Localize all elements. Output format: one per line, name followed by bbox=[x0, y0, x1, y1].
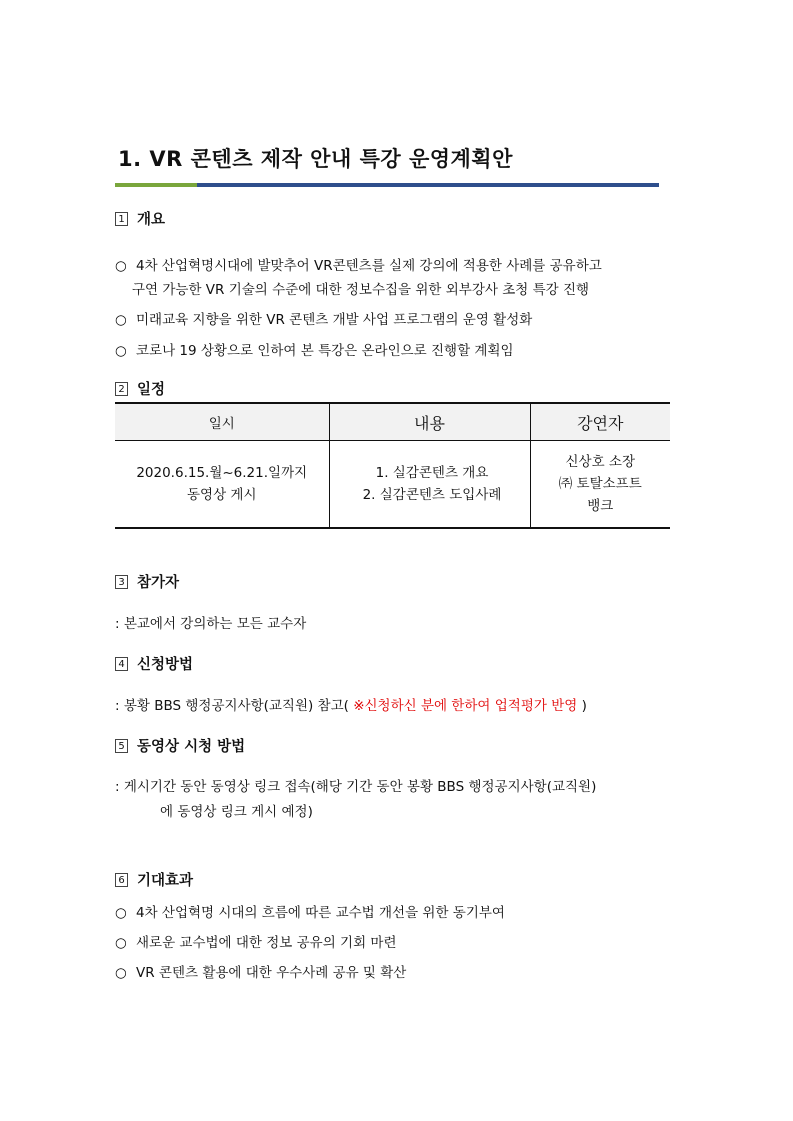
header-speaker: 강연자 bbox=[530, 403, 670, 441]
section-number-box: 3 bbox=[115, 575, 128, 589]
schedule-table bbox=[115, 402, 670, 529]
list-item-text: 미래교육 지향을 위한 VR 콘텐츠 개발 사업 프로그램의 운영 활성화 bbox=[136, 312, 533, 328]
list-item bbox=[115, 339, 514, 359]
list-item bbox=[115, 931, 397, 951]
bullet-circle-icon: ○ bbox=[115, 905, 127, 921]
section-number-box: 5 bbox=[115, 739, 128, 753]
list-item-text: 코로나 19 상황으로 인하여 본 특강은 온라인으로 진행할 계획임 bbox=[136, 343, 514, 359]
bullet-circle-icon: ○ bbox=[115, 965, 127, 981]
header-datetime: 일시 bbox=[115, 403, 329, 441]
bullet-circle-icon: ○ bbox=[115, 312, 127, 328]
title-underline-green bbox=[115, 183, 197, 187]
title-underline-blue bbox=[197, 183, 659, 187]
participants-text: : 본교에서 강의하는 모든 교수자 bbox=[115, 616, 307, 632]
viewing-text-line2: 에 동영상 링크 게시 예정) bbox=[160, 804, 313, 820]
section-heading-label: 신청방법 bbox=[137, 657, 194, 673]
list-item-text: 4차 산업혁명시대에 발맞추어 VR콘텐츠를 실제 강의에 적용한 사례를 공유하고 bbox=[136, 258, 602, 274]
section-heading-schedule bbox=[115, 378, 165, 399]
section-heading-viewing bbox=[115, 735, 245, 756]
list-item bbox=[115, 961, 406, 981]
bullet-circle-icon: ○ bbox=[115, 258, 127, 274]
section-heading-application bbox=[115, 653, 193, 674]
cell-line: 신상호 소장 bbox=[565, 454, 635, 470]
application-text bbox=[115, 694, 587, 714]
section-heading-label: 기대효과 bbox=[137, 873, 194, 889]
list-item-text: VR 콘텐츠 활용에 대한 우수사례 공유 및 확산 bbox=[136, 965, 407, 981]
viewing-text-line1: : 게시기간 동안 동영상 링크 접속(해당 기간 동안 봉황 BBS 행정공지사항(교직원) bbox=[115, 779, 597, 795]
section-number-box: 6 bbox=[115, 873, 128, 887]
table-row bbox=[115, 441, 670, 529]
page-title: 1. VR 콘텐츠 제작 안내 특강 운영계획안 bbox=[118, 147, 513, 171]
cell-speaker bbox=[530, 441, 670, 529]
cell-line: 2020.6.15.월~6.21.일까지 bbox=[136, 465, 308, 481]
cell-line: 뱅크 bbox=[587, 498, 614, 514]
list-item bbox=[115, 308, 532, 328]
section-heading-effects bbox=[115, 869, 193, 890]
list-item-text: 새로운 교수법에 대한 정보 공유의 기회 마련 bbox=[136, 935, 397, 951]
bullet-circle-icon: ○ bbox=[115, 935, 127, 951]
section-number-box: 2 bbox=[115, 382, 128, 396]
application-highlight: ※신청하신 분에 한하여 업적평가 반영 bbox=[353, 698, 578, 714]
application-text-suffix: ) bbox=[577, 698, 587, 714]
section-number-box: 1 bbox=[115, 212, 128, 226]
cell-line: ㈜ 토탈소프트 bbox=[558, 476, 642, 492]
table-header-row bbox=[115, 403, 670, 441]
cell-datetime bbox=[115, 441, 329, 529]
list-item-continuation: 구연 가능한 VR 기술의 수준에 대한 정보수집을 위한 외부강사 초청 특강 진행 bbox=[132, 282, 590, 298]
section-heading-label: 일정 bbox=[137, 382, 166, 398]
list-item bbox=[115, 901, 505, 921]
list-item bbox=[115, 254, 602, 274]
application-text-prefix: : 봉황 BBS 행정공지사항(교직원) 참고( bbox=[115, 698, 354, 714]
section-number-box: 4 bbox=[115, 657, 128, 671]
bullet-circle-icon: ○ bbox=[115, 343, 127, 359]
section-heading-overview bbox=[115, 208, 165, 229]
cell-content bbox=[329, 441, 530, 529]
section-heading-label: 참가자 bbox=[137, 575, 180, 591]
section-heading-label: 동영상 시청 방법 bbox=[137, 739, 246, 755]
list-item-text: 4차 산업혁명 시대의 흐름에 따른 교수법 개선을 위한 동기부여 bbox=[136, 905, 505, 921]
header-content: 내용 bbox=[329, 403, 530, 441]
cell-line: 2. 실감콘텐츠 도입사례 bbox=[362, 487, 502, 503]
cell-line: 동영상 게시 bbox=[187, 487, 257, 503]
section-heading-label: 개요 bbox=[137, 212, 166, 228]
section-heading-participants bbox=[115, 571, 179, 592]
cell-line: 1. 실감콘텐츠 개요 bbox=[375, 465, 489, 481]
